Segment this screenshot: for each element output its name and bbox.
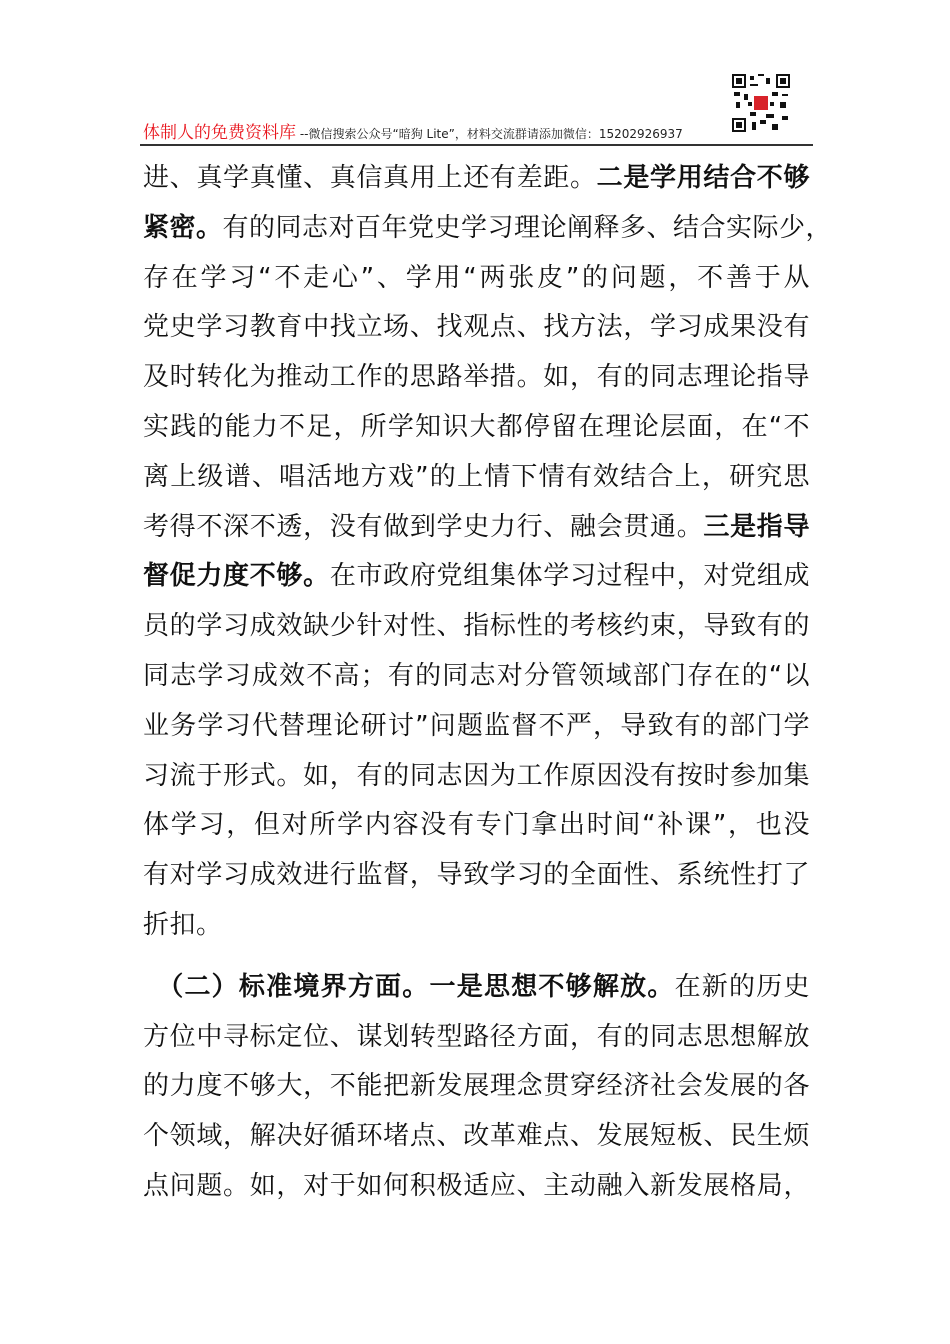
text-line (143, 303, 810, 353)
text-run: 在新的历史 (674, 971, 810, 1002)
text-line (143, 652, 810, 702)
page-header (143, 118, 813, 144)
text-run: 点问题。如，对于如何积极适应、主动融入新发展格局， (143, 1170, 810, 1201)
text-line (143, 1162, 810, 1212)
paragraph (143, 154, 833, 951)
text-line (143, 1062, 810, 1112)
text-line (143, 403, 810, 453)
header-divider (140, 144, 813, 146)
text-line (143, 503, 810, 553)
header-subtitle: --微信搜索公众号“暗狗 Lite”，材料交流群请添加微信：15202926937 (296, 127, 683, 141)
text-run: 离上级谱、唱活地方戏”的上情下情有效结合上，研究思 (143, 461, 810, 492)
text-run: 同志学习成效不高；有的同志对分管领域部门存在的“以 (143, 660, 810, 691)
text-run: 的力度不够大，不能把新发展理念贯穿经济社会发展的各 (143, 1071, 810, 1102)
text-line (143, 1112, 810, 1162)
text-run: 党史学习教育中找立场、找观点、找方法，学习成果没有 (143, 312, 810, 343)
text-line (143, 1013, 810, 1063)
bold-text: 二是学用结合不够 (596, 163, 810, 193)
paragraph (143, 963, 810, 1212)
text-run: 方位中寻标定位、谋划转型路径方面，有的同志思想解放 (143, 1021, 810, 1052)
bold-text: 紧密。 (143, 212, 223, 243)
text-run: 习流于形式。如，有的同志因为工作原因没有按时参加集 (143, 760, 810, 791)
text-line (143, 851, 810, 901)
text-line (143, 552, 810, 602)
text-line (143, 901, 810, 951)
paragraph-gap (143, 951, 810, 963)
text-run: 个领域，解决好循环堵点、改革难点、发展短板、民生烦 (143, 1121, 810, 1152)
text-line (143, 752, 810, 802)
bold-text: （二）标准境界方面。一是思想不够解放。 (143, 971, 675, 1002)
text-line (143, 602, 810, 652)
text-run: 体学习，但对所学内容没有专门拿出时间“补课”，也没 (143, 810, 810, 841)
text-line (143, 801, 810, 851)
text-line (143, 353, 810, 403)
text-run: 有的同志对百年党史学习理论阐释多、结合实际少， (222, 212, 833, 243)
qr-code-icon (732, 74, 790, 132)
text-line (143, 963, 810, 1013)
text-line (143, 154, 810, 204)
text-line (143, 254, 810, 304)
text-run: 业务学习代替理论研讨”问题监督不严，导致有的部门学 (143, 710, 810, 741)
text-run: 折扣。 (143, 909, 223, 940)
document-body (143, 154, 833, 1212)
text-run: 存在学习“不走心”、学用“两张皮”的问题，不善于从 (143, 262, 810, 293)
header-brand: 体制人的免费资料库 (143, 123, 296, 143)
text-run: 有对学习成效进行监督，导致学习的全面性、系统性打了 (143, 860, 810, 891)
text-line (143, 702, 810, 752)
text-run: 实践的能力不足，所学知识大都停留在理论层面，在“不 (143, 411, 810, 442)
text-run: 考得不深不透，没有做到学史力行、融会贯通。 (143, 511, 704, 542)
bold-text: 三是指导 (703, 511, 810, 542)
bold-text: 督促力度不够。 (143, 561, 330, 592)
text-run: 进、真学真懂、真信真用上还有差距。 (143, 163, 597, 193)
text-run: 及时转化为推动工作的思路举措。如，有的同志理论指导 (143, 362, 810, 393)
text-line (143, 453, 810, 503)
text-line (143, 204, 833, 254)
text-run: 员的学习成效缺少针对性、指标性的考核约束，导致有的 (143, 611, 810, 642)
text-run: 在市政府党组集体学习过程中，对党组成 (329, 561, 810, 592)
